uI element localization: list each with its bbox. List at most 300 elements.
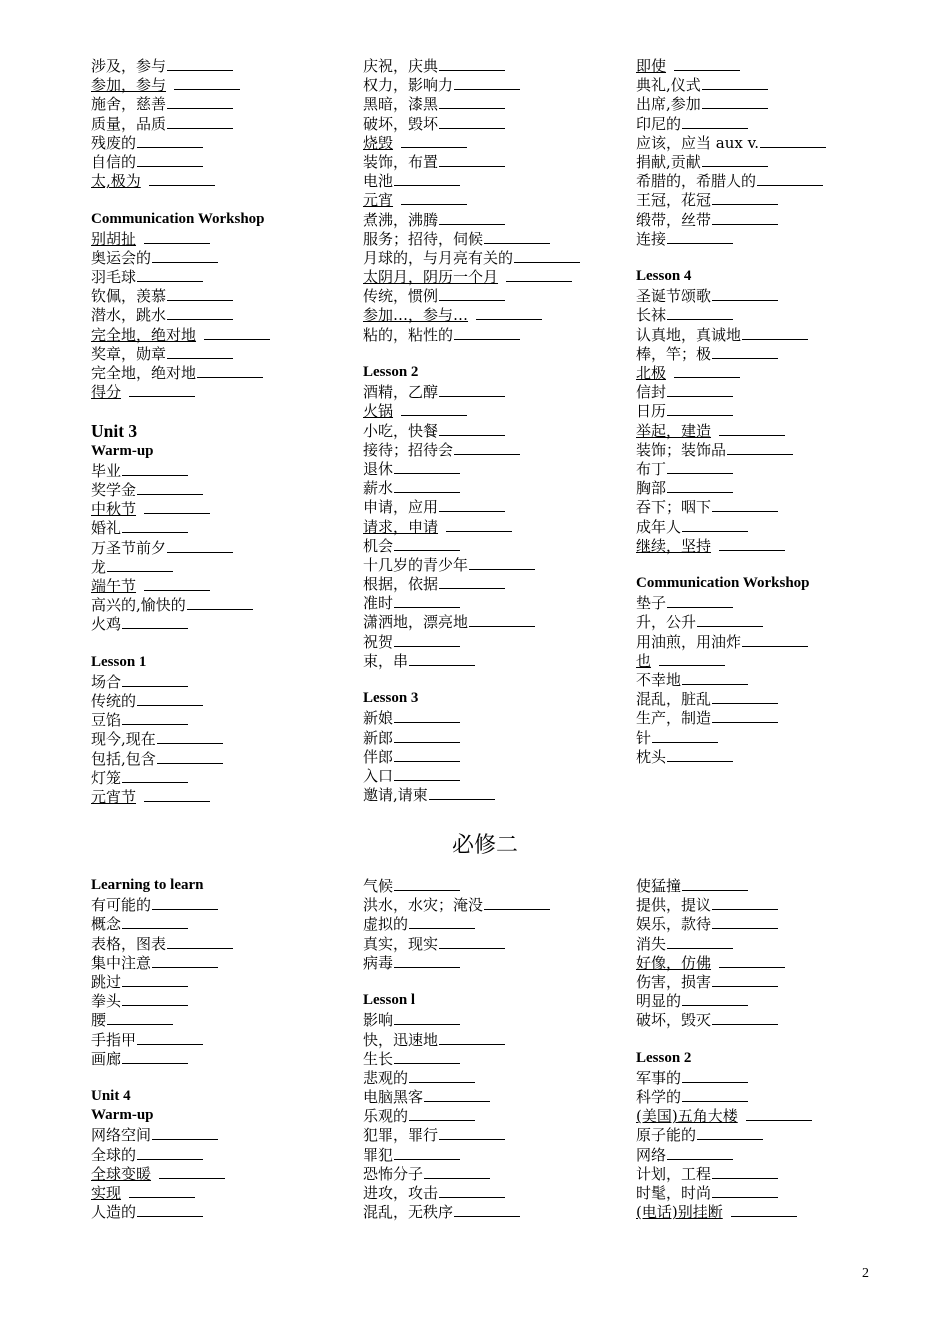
answer-blank[interactable]	[424, 1087, 490, 1102]
answer-blank[interactable]	[394, 953, 460, 968]
vocab-item	[363, 133, 625, 152]
answer-blank[interactable]	[484, 895, 550, 910]
answer-blank[interactable]	[682, 670, 748, 685]
answer-blank[interactable]	[760, 133, 826, 148]
answer-blank[interactable]	[394, 1010, 460, 1025]
answer-blank[interactable]	[702, 75, 768, 90]
spacer	[636, 555, 898, 574]
answer-blank[interactable]	[712, 708, 778, 723]
answer-blank[interactable]	[674, 56, 740, 71]
vocab-term: 现今,现在	[91, 730, 156, 749]
answer-blank[interactable]	[167, 934, 233, 949]
vocab-term: (电话)别挂断	[636, 1203, 723, 1222]
answer-blank[interactable]	[157, 749, 223, 764]
vocab-item	[363, 914, 625, 933]
vocab-item	[363, 459, 625, 478]
vocab-term: 薪水	[363, 479, 394, 498]
answer-blank[interactable]	[409, 1106, 475, 1121]
vocab-item	[91, 729, 353, 748]
vocab-term: 明显的	[636, 992, 682, 1011]
vocab-item	[636, 401, 898, 420]
answer-blank[interactable]	[719, 536, 785, 551]
vocab-item	[636, 708, 898, 727]
vocab-item	[363, 94, 625, 113]
answer-blank[interactable]	[514, 248, 580, 263]
answer-blank[interactable]	[439, 934, 505, 949]
answer-blank[interactable]	[667, 1145, 733, 1160]
answer-blank[interactable]	[157, 729, 223, 744]
vocab-item	[91, 595, 353, 614]
vocab-term: 希腊的，希腊人的	[636, 172, 757, 191]
answer-blank[interactable]	[719, 421, 785, 436]
vocab-term: 奥运会的	[91, 248, 152, 267]
vocab-term: 破坏，毁灭	[636, 1011, 712, 1030]
answer-blank[interactable]	[469, 555, 535, 570]
answer-blank[interactable]	[439, 56, 505, 71]
vocab-item	[91, 914, 353, 933]
vocab-term: 装饰；装饰品	[636, 440, 727, 459]
answer-blank[interactable]	[167, 538, 233, 553]
vocab-item	[363, 1145, 625, 1164]
answer-blank[interactable]	[122, 991, 188, 1006]
vocab-term: 服务；招待，伺候	[363, 229, 484, 248]
vocab-item	[363, 1087, 625, 1106]
answer-blank[interactable]	[674, 363, 740, 378]
answer-blank[interactable]	[439, 1030, 505, 1045]
answer-blank[interactable]	[702, 152, 768, 167]
answer-blank[interactable]	[394, 1145, 460, 1160]
vocab-item	[636, 1183, 898, 1202]
answer-blank[interactable]	[702, 94, 768, 109]
answer-blank[interactable]	[137, 1202, 203, 1217]
vocab-term: 王冠，花冠	[636, 191, 712, 210]
answer-blank[interactable]	[122, 914, 188, 929]
vocab-item	[636, 363, 898, 382]
vocab-item	[636, 914, 898, 933]
answer-blank[interactable]	[394, 747, 460, 762]
vocab-term: 手指甲	[91, 1030, 137, 1049]
vocab-term: 电脑黑客	[363, 1088, 424, 1107]
answer-blank[interactable]	[152, 1125, 218, 1140]
answer-blank[interactable]	[682, 1068, 748, 1083]
answer-blank[interactable]	[652, 728, 718, 743]
answer-blank[interactable]	[712, 895, 778, 910]
answer-blank[interactable]	[401, 133, 467, 148]
spacer	[363, 972, 625, 991]
vocab-item	[91, 480, 353, 499]
answer-blank[interactable]	[697, 1125, 763, 1140]
answer-blank[interactable]	[484, 229, 550, 244]
vocab-item	[636, 152, 898, 171]
answer-blank[interactable]	[152, 248, 218, 263]
vocab-term: 气候	[363, 877, 394, 895]
answer-blank[interactable]	[144, 499, 210, 514]
answer-blank[interactable]	[394, 876, 460, 891]
answer-blank[interactable]	[107, 557, 173, 572]
vocab-item	[91, 152, 353, 171]
vocab-item	[636, 1106, 898, 1125]
answer-blank[interactable]	[659, 651, 725, 666]
answer-blank[interactable]	[469, 612, 535, 627]
vocab-item	[363, 152, 625, 171]
vocab-item	[363, 1202, 625, 1221]
answer-blank[interactable]	[144, 787, 210, 802]
vocab-item	[363, 248, 625, 267]
spacer	[636, 248, 898, 267]
vocab-item	[91, 1030, 353, 1049]
vocab-term: 洪水，水灾；淹没	[363, 896, 484, 915]
vocab-item	[636, 1145, 898, 1164]
vocab-item	[636, 459, 898, 478]
answer-blank[interactable]	[144, 229, 210, 244]
answer-blank[interactable]	[137, 133, 203, 148]
vocab-item	[636, 593, 898, 612]
section-heading: Lesson l	[363, 992, 416, 1009]
answer-blank[interactable]	[137, 480, 203, 495]
answer-blank[interactable]	[667, 593, 733, 608]
answer-blank[interactable]	[712, 972, 778, 987]
vocab-term: 混乱，无秩序	[363, 1203, 454, 1222]
vocab-item	[636, 1010, 898, 1029]
answer-blank[interactable]	[197, 363, 263, 378]
answer-blank[interactable]	[727, 440, 793, 455]
vocab-item	[636, 114, 898, 133]
vocab-term: 传统的	[91, 692, 137, 710]
answer-blank[interactable]	[667, 478, 733, 493]
answer-blank[interactable]	[712, 286, 778, 301]
vocab-item	[91, 749, 353, 768]
answer-blank[interactable]	[394, 536, 460, 551]
vocab-term: 继续，坚持	[636, 536, 712, 555]
answer-blank[interactable]	[439, 1183, 505, 1198]
answer-blank[interactable]	[429, 785, 495, 800]
answer-blank[interactable]	[682, 517, 748, 532]
column-bottom-middle	[363, 876, 625, 1221]
vocab-item	[636, 344, 898, 363]
vocab-term: 提供，提议	[636, 896, 712, 915]
answer-blank[interactable]	[409, 914, 475, 929]
answer-blank[interactable]	[454, 1202, 520, 1217]
column-top-middle	[363, 56, 625, 804]
vocab-term: 圣诞节颂歌	[636, 287, 712, 306]
vocab-item	[636, 325, 898, 344]
vocab-item	[636, 728, 898, 747]
vocab-item	[363, 1068, 625, 1087]
vocab-item	[91, 133, 353, 152]
vocab-term: 传统，惯例	[363, 287, 439, 306]
answer-blank[interactable]	[401, 190, 467, 205]
vocab-item	[91, 538, 353, 557]
vocab-item	[636, 953, 898, 972]
answer-blank[interactable]	[667, 401, 733, 416]
answer-blank[interactable]	[439, 382, 505, 397]
answer-blank[interactable]	[712, 210, 778, 225]
answer-blank[interactable]	[129, 382, 195, 397]
vocab-item	[636, 229, 898, 248]
vocab-item	[91, 557, 353, 576]
vocab-item	[636, 747, 898, 766]
vocab-term: 包括,包含	[91, 749, 156, 768]
answer-blank[interactable]	[144, 576, 210, 591]
vocab-term: 表格，图表	[91, 934, 167, 953]
answer-blank[interactable]	[439, 497, 505, 512]
answer-blank[interactable]	[682, 114, 748, 129]
vocab-term: 庆祝，庆典	[363, 57, 439, 75]
answer-blank[interactable]	[137, 1145, 203, 1160]
answer-blank[interactable]	[719, 953, 785, 968]
vocab-term: 豆馅	[91, 711, 122, 730]
answer-blank[interactable]	[409, 651, 475, 666]
vocab-item	[91, 1125, 353, 1144]
answer-blank[interactable]	[439, 94, 505, 109]
answer-blank[interactable]	[401, 401, 467, 416]
column-top-left	[91, 56, 353, 806]
vocab-term: 成年人	[636, 517, 682, 536]
vocab-item	[363, 190, 625, 209]
answer-blank[interactable]	[122, 972, 188, 987]
answer-blank[interactable]	[712, 344, 778, 359]
answer-blank[interactable]	[204, 325, 270, 340]
answer-blank[interactable]	[107, 1010, 173, 1025]
vocab-item	[91, 934, 353, 953]
answer-blank[interactable]	[731, 1202, 797, 1217]
vocab-term: 不幸地	[636, 671, 682, 689]
vocab-term: 消失	[636, 934, 667, 953]
answer-blank[interactable]	[682, 876, 748, 891]
answer-blank[interactable]	[712, 689, 778, 704]
vocab-item	[636, 632, 898, 651]
vocab-term: 别胡扯	[91, 229, 137, 248]
vocab-term: 布丁	[636, 459, 667, 478]
vocab-term: 端午节	[91, 576, 137, 595]
vocab-item	[91, 576, 353, 595]
answer-blank[interactable]	[667, 229, 733, 244]
answer-blank[interactable]	[697, 612, 763, 627]
vocab-term: 混乱，脏乱	[636, 690, 712, 709]
vocab-term: 质量，品质	[91, 114, 167, 133]
answer-blank[interactable]	[167, 286, 233, 301]
answer-blank[interactable]	[394, 1049, 460, 1064]
vocab-item	[91, 672, 353, 691]
answer-blank[interactable]	[167, 56, 233, 71]
answer-blank[interactable]	[757, 171, 823, 186]
vocab-item	[636, 1202, 898, 1221]
vocab-term: 生长	[363, 1049, 394, 1068]
answer-blank[interactable]	[424, 1164, 490, 1179]
answer-blank[interactable]	[394, 766, 460, 781]
vocab-term: 好像，仿佛	[636, 953, 712, 972]
answer-blank[interactable]	[476, 305, 542, 320]
answer-blank[interactable]	[137, 1030, 203, 1045]
vocab-item	[363, 478, 625, 497]
answer-blank[interactable]	[187, 595, 253, 610]
vocab-term: 火鸡	[91, 615, 122, 634]
vocab-term: 进攻，攻击	[363, 1184, 439, 1202]
answer-blank[interactable]	[439, 1125, 505, 1140]
vocab-item	[363, 555, 625, 574]
vocab-item	[636, 517, 898, 536]
vocab-term: 电池	[363, 172, 394, 191]
answer-blank[interactable]	[439, 114, 505, 129]
answer-blank[interactable]	[394, 632, 460, 647]
vocab-term: 信封	[636, 383, 667, 402]
vocab-term: 完全地，绝对地	[91, 325, 197, 344]
answer-blank[interactable]	[746, 1106, 812, 1121]
answer-blank[interactable]	[394, 708, 460, 723]
vocab-term: 全球的	[91, 1145, 137, 1164]
answer-blank[interactable]	[439, 421, 505, 436]
vocab-item	[91, 344, 353, 363]
answer-blank[interactable]	[394, 478, 460, 493]
vocab-item	[636, 382, 898, 401]
vocab-item	[363, 382, 625, 401]
answer-blank[interactable]	[742, 325, 808, 340]
vocab-term: 太阴月，阴历一个月	[363, 268, 499, 287]
vocab-term: 束，串	[363, 651, 409, 670]
answer-blank[interactable]	[682, 991, 748, 1006]
vocab-item	[91, 710, 353, 729]
vocab-item	[636, 190, 898, 209]
vocab-item	[363, 440, 625, 459]
vocab-item	[91, 518, 353, 537]
vocab-term: 应该，应当 aux v.	[636, 133, 760, 152]
vocab-term: 小吃，快餐	[363, 421, 439, 440]
answer-blank[interactable]	[122, 1049, 188, 1064]
vocab-item	[636, 1125, 898, 1144]
answer-blank[interactable]	[159, 1164, 225, 1179]
vocab-term: 时髦，时尚	[636, 1184, 712, 1202]
vocab-term: 拳头	[91, 992, 122, 1011]
vocab-item	[363, 229, 625, 248]
answer-blank[interactable]	[167, 94, 233, 109]
vocab-item	[363, 593, 625, 612]
vocab-item	[636, 497, 898, 516]
answer-blank[interactable]	[122, 672, 188, 687]
answer-blank[interactable]	[667, 305, 733, 320]
answer-blank[interactable]	[167, 344, 233, 359]
vocab-term: 灯笼	[91, 768, 122, 787]
section-heading: Lesson 2	[363, 364, 419, 380]
vocab-term: (美国)五角大楼	[636, 1107, 738, 1126]
answer-blank[interactable]	[439, 286, 505, 301]
answer-blank[interactable]	[712, 1010, 778, 1025]
answer-blank[interactable]	[137, 267, 203, 282]
answer-blank[interactable]	[409, 1068, 475, 1083]
answer-blank[interactable]	[682, 1087, 748, 1102]
answer-blank[interactable]	[439, 152, 505, 167]
answer-blank[interactable]	[712, 497, 778, 512]
answer-blank[interactable]	[129, 1183, 195, 1198]
answer-blank[interactable]	[667, 382, 733, 397]
vocab-term: 吞下；咽下	[636, 498, 712, 517]
answer-blank[interactable]	[439, 210, 505, 225]
answer-blank[interactable]	[446, 517, 512, 532]
answer-blank[interactable]	[149, 171, 215, 186]
vocab-term: 邀请,请柬	[363, 786, 428, 805]
vocab-item	[91, 1202, 353, 1221]
section-heading: Communication Workshop	[636, 575, 810, 592]
answer-blank[interactable]	[712, 1183, 778, 1198]
vocab-term: 用油煎，用油炸	[636, 632, 742, 651]
answer-blank[interactable]	[712, 914, 778, 929]
answer-blank[interactable]	[394, 459, 460, 474]
vocab-term: 犯罪，罪行	[363, 1126, 439, 1145]
answer-blank[interactable]	[667, 459, 733, 474]
vocab-item	[363, 267, 625, 286]
vocab-item	[91, 1010, 353, 1029]
answer-blank[interactable]	[454, 440, 520, 455]
vocab-term: 高兴的,愉快的	[91, 596, 186, 615]
vocab-item	[636, 478, 898, 497]
answer-blank[interactable]	[712, 190, 778, 205]
vocab-term: 祝贺	[363, 632, 394, 651]
answer-blank[interactable]	[152, 895, 218, 910]
answer-blank[interactable]	[742, 632, 808, 647]
vocab-term: 装饰，布置	[363, 152, 439, 171]
vocab-item	[636, 1068, 898, 1087]
answer-blank[interactable]	[667, 934, 733, 949]
answer-blank[interactable]	[137, 691, 203, 706]
answer-blank[interactable]	[122, 461, 188, 476]
answer-blank[interactable]	[174, 75, 240, 90]
answer-blank[interactable]	[667, 747, 733, 762]
vocab-term: 十几岁的青少年	[363, 555, 469, 574]
section-heading: Lesson 2	[636, 1049, 692, 1066]
answer-blank[interactable]	[167, 305, 233, 320]
answer-blank[interactable]	[167, 114, 233, 129]
vocab-item	[91, 895, 353, 914]
vocab-term: 使猛撞	[636, 877, 682, 895]
answer-blank[interactable]	[454, 75, 520, 90]
vocab-term: 火锅	[363, 402, 394, 421]
vocab-term: 接待；招待会	[363, 440, 454, 459]
vocab-term: 腰	[91, 1011, 107, 1030]
vocab-item	[636, 991, 898, 1010]
vocab-item	[91, 75, 353, 94]
answer-blank[interactable]	[439, 574, 505, 589]
vocab-term: 完全地，绝对地	[91, 364, 197, 382]
vocab-term: 病毒	[363, 953, 394, 972]
vocab-item	[636, 689, 898, 708]
vocab-term: 影响	[363, 1011, 394, 1030]
answer-blank[interactable]	[394, 728, 460, 743]
vocab-item	[363, 421, 625, 440]
vocab-term: 潇洒地，漂亮地	[363, 613, 469, 632]
section-heading: Lesson 3	[363, 690, 419, 707]
answer-blank[interactable]	[152, 953, 218, 968]
vocab-item	[91, 953, 353, 972]
answer-blank[interactable]	[454, 325, 520, 340]
answer-blank[interactable]	[506, 267, 572, 282]
answer-blank[interactable]	[122, 614, 188, 629]
vocab-item	[636, 75, 898, 94]
vocab-item	[636, 972, 898, 991]
vocab-item	[91, 991, 353, 1010]
section-heading: Warm-up	[91, 1107, 154, 1124]
vocab-item	[636, 171, 898, 190]
vocab-term: 连接	[636, 229, 667, 248]
answer-blank[interactable]	[122, 768, 188, 783]
vocab-term: 新郎	[363, 728, 394, 747]
answer-blank[interactable]	[137, 152, 203, 167]
vocab-term: 印尼的	[636, 114, 682, 133]
vocab-term: 请求，申请	[363, 517, 439, 536]
answer-blank[interactable]	[122, 518, 188, 533]
answer-blank[interactable]	[712, 1164, 778, 1179]
answer-blank[interactable]	[122, 710, 188, 725]
answer-blank[interactable]	[394, 171, 460, 186]
answer-blank[interactable]	[394, 593, 460, 608]
